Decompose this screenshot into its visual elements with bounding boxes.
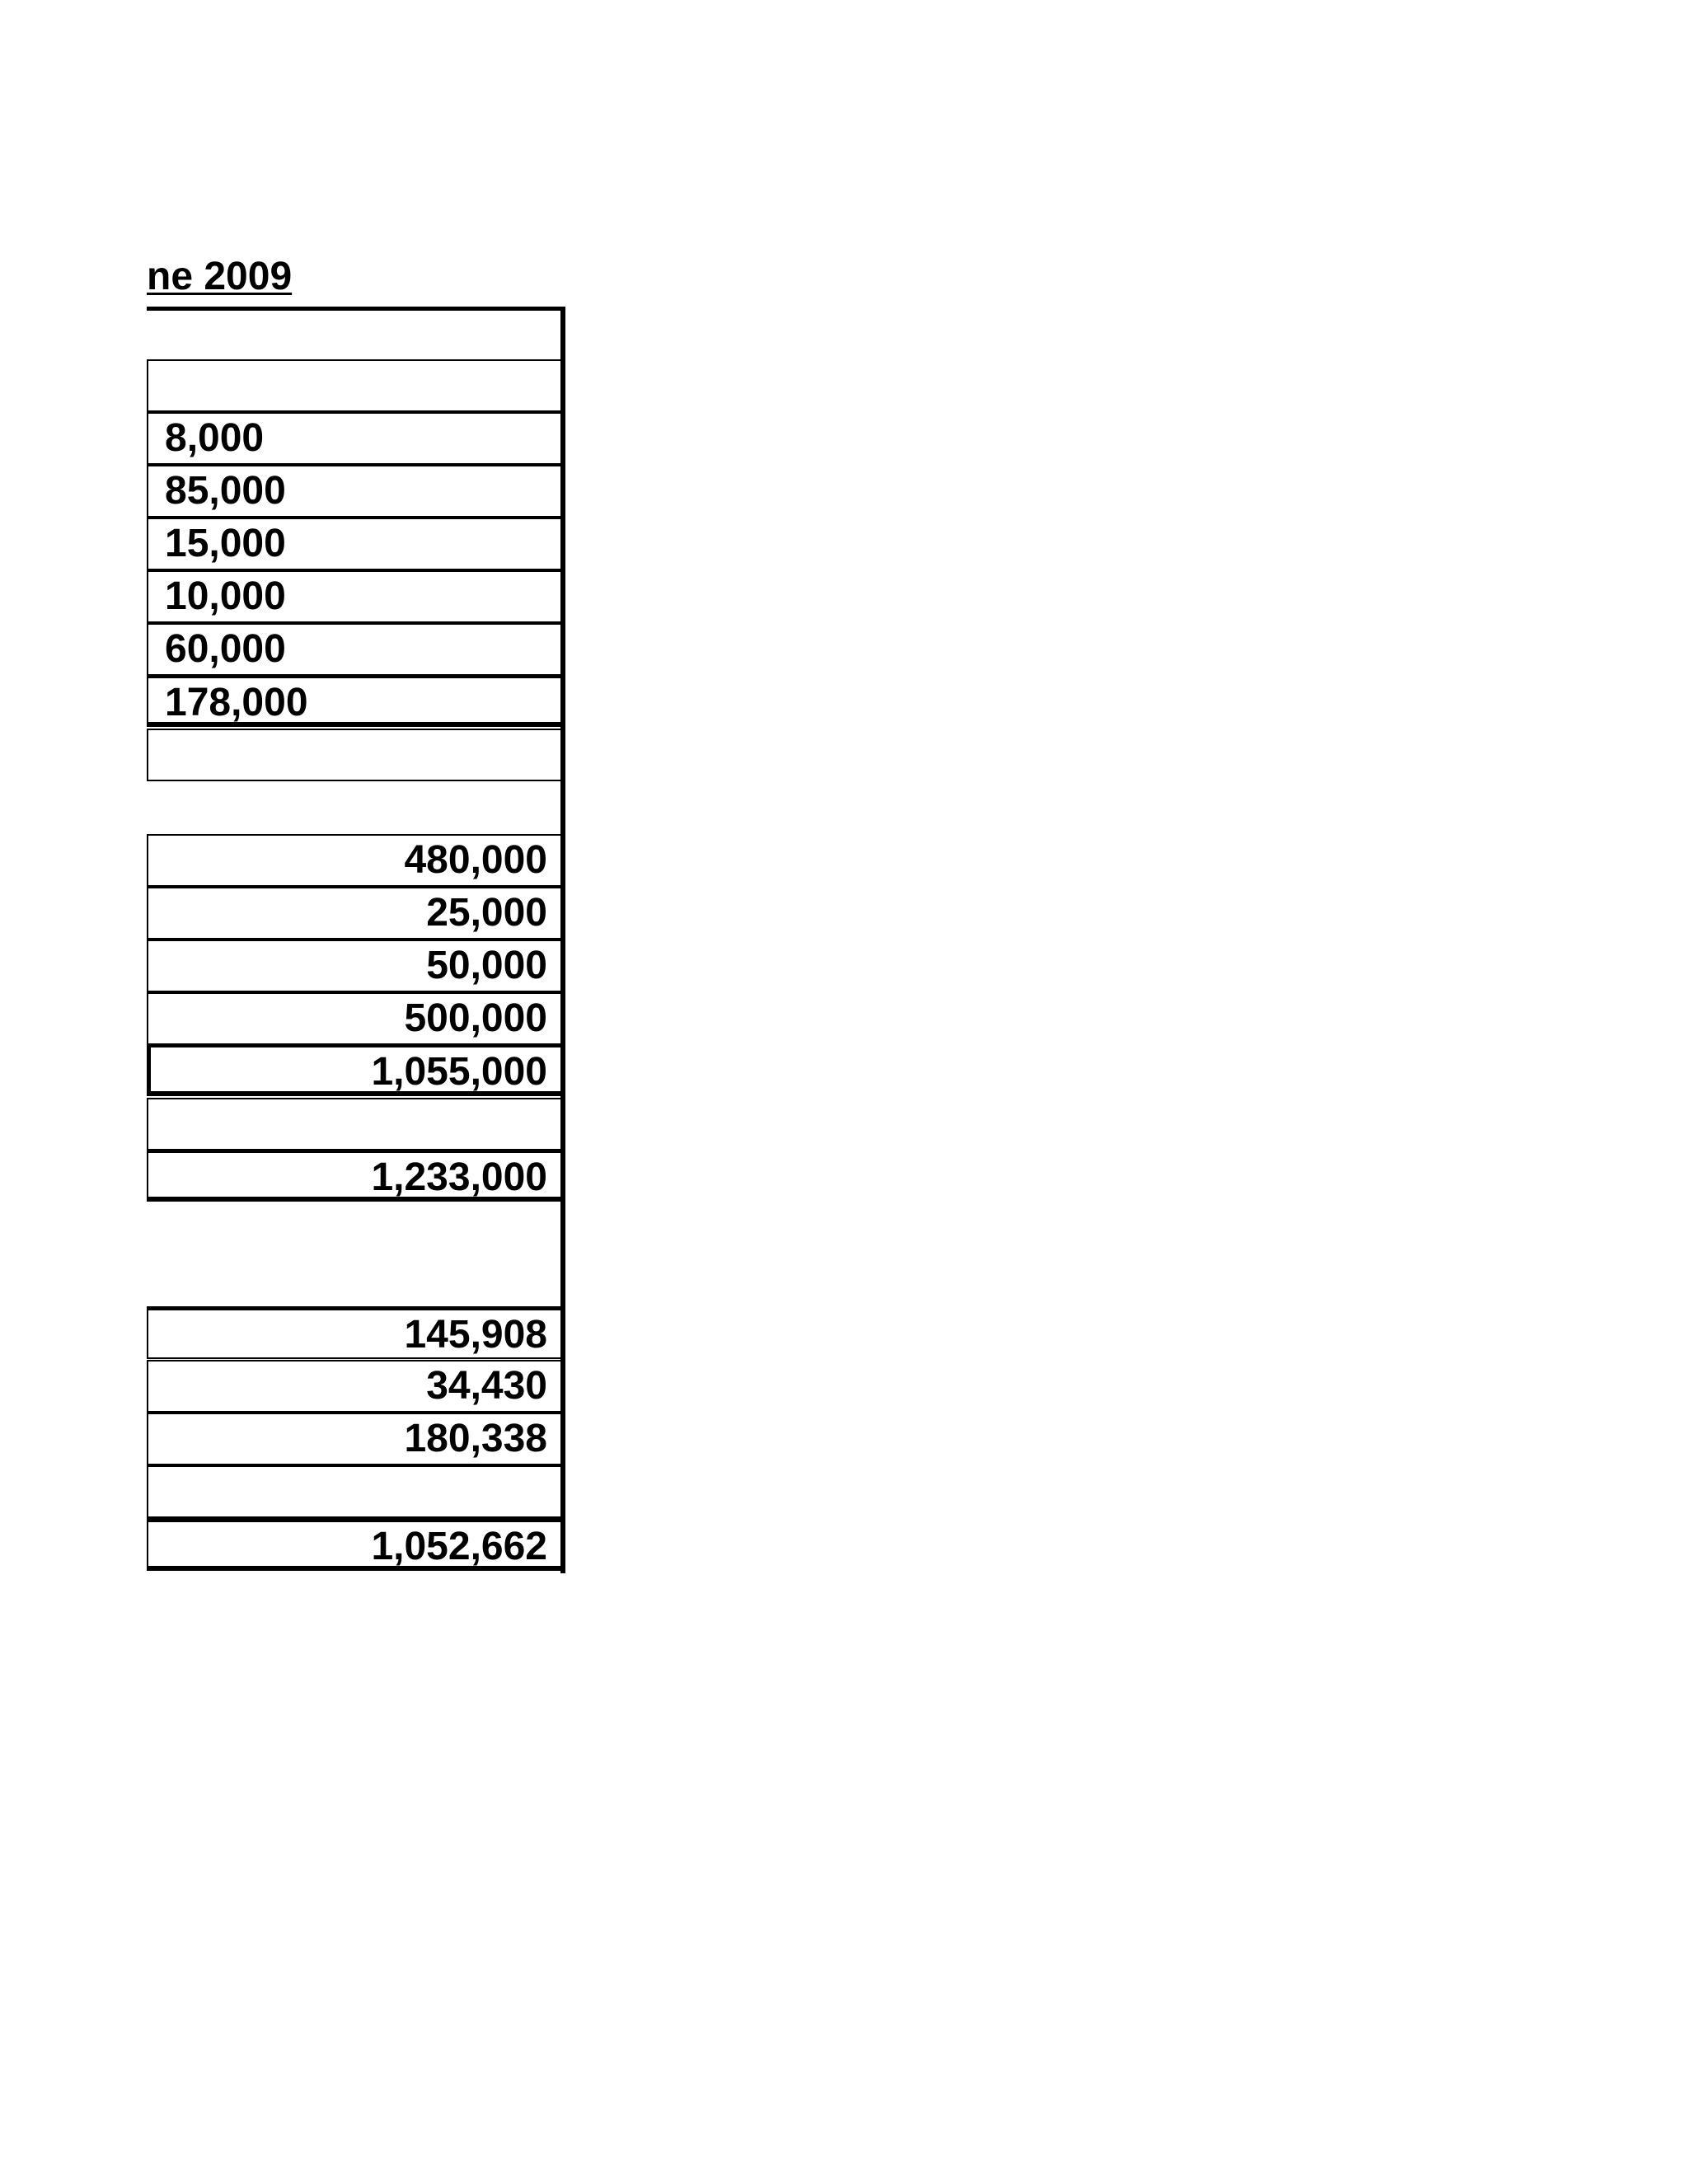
table-cell [147,1098,560,1151]
table-cell: 480,000 [147,834,560,887]
page-heading: ne 2009 [147,255,293,298]
table-cell: 500,000 [147,992,560,1045]
table-cell [147,1465,560,1518]
table-cell: 180,338 [147,1413,560,1465]
table-cell: 85,000 [147,465,560,518]
table-cell [147,359,560,412]
table-cell [147,729,560,781]
table-cell: 25,000 [147,887,560,940]
table-cell: 15,000 [147,518,560,570]
table-cell: 10,000 [147,570,560,623]
table-cell: 50,000 [147,940,560,992]
grand-total-cell: 1,052,662 [147,1518,560,1571]
table-cell: 8,000 [147,412,560,465]
table-cell: 34,430 [147,1360,560,1413]
table-cell: 60,000 [147,623,560,676]
table-cell: 145,908 [147,1306,560,1359]
subtotal-cell: 178,000 [147,674,560,727]
total-cell: 1,233,000 [147,1149,560,1202]
subtotal-cell: 1,055,000 [147,1043,560,1096]
